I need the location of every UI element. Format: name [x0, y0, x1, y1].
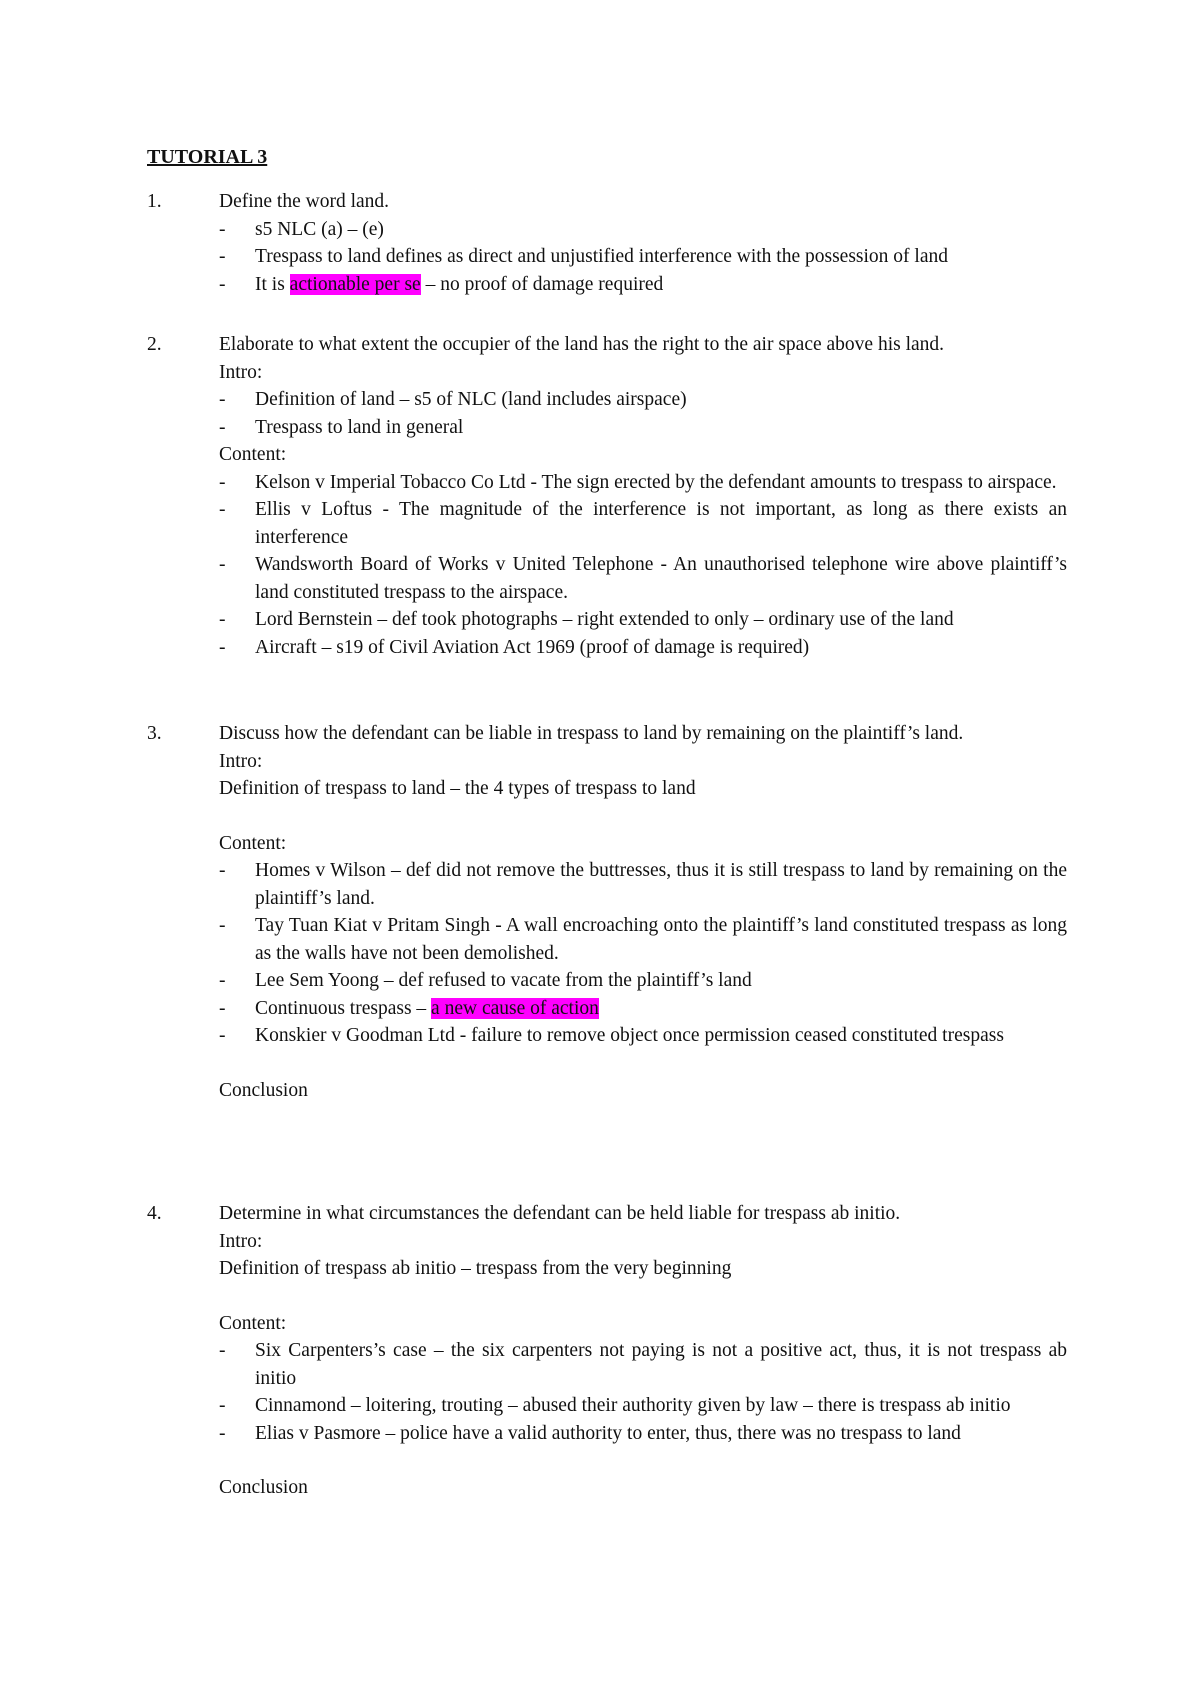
bullet-item: - Kelson v Imperial Tobacco Co Ltd - The sign erected by the defendant amounts to trespass to airspace.	[219, 471, 1057, 493]
bullet-item: - It is actionable per se – no proof of damage required	[219, 273, 664, 295]
content-label: Content:	[219, 1312, 287, 1334]
intro-label: Intro:	[219, 361, 263, 383]
highlighted-text: actionable per se	[289, 273, 421, 295]
bullet-item: - Tay Tuan Kiat v Pritam Singh - A wall encroaching onto the plaintiff’s land constituted trespass as long as the walls have not been demolished.	[219, 915, 1067, 964]
content-label: Content:	[219, 832, 287, 854]
bullet-item: - Trespass to land in general	[219, 416, 464, 438]
question-number: 2.	[147, 334, 162, 355]
bullet-item: - Lord Bernstein – def took photographs – right extended to only – ordinary use of the land	[219, 609, 954, 630]
question-number: 4.	[147, 1203, 162, 1224]
bullet-item: - Elias v Pasmore – police have a valid authority to enter, thus, there was no trespass to land	[219, 1422, 961, 1444]
conclusion-label: Conclusion	[219, 1079, 308, 1101]
bullet-item: - Definition of land – s5 of NLC (land includes airspace)	[219, 389, 687, 410]
intro-label: Intro:	[219, 1230, 263, 1252]
highlighted-text: a new cause of action	[431, 997, 599, 1019]
bullet-item: - Lee Sem Yoong – def refused to vacate from the plaintiff’s land	[219, 970, 752, 991]
question-text: Determine in what circumstances the defendant can be held liable for trespass ab initio.	[219, 1203, 901, 1224]
content-label: Content:	[219, 444, 287, 465]
bullet-item: - Wandsworth Board of Works v United Telephone - An unauthorised telephone wire above plaintiff’s land constituted trespass to the airspace.	[219, 554, 1067, 603]
bullet-item: - Trespass to land defines as direct and unjustified interference with the possession of land	[219, 246, 948, 267]
intro-text: Definition of trespass ab initio – trespass from the very beginning	[219, 1258, 732, 1279]
document-title: TUTORIAL 3	[147, 146, 268, 168]
bullet-item: - Ellis v Loftus - The magnitude of the interference is not important, as long as there exists an interference	[219, 499, 1067, 548]
intro-label: Intro:	[219, 750, 263, 772]
question-text: Discuss how the defendant can be liable in trespass to land by remaining on the plaintiff’s land.	[219, 723, 964, 744]
question-text: Define the word land.	[219, 191, 390, 212]
question-number: 3.	[147, 723, 162, 744]
bullet-item: - Six Carpenters’s case – the six carpenters not paying is not a positive act, thus, it is not trespass ab initio	[219, 1340, 1067, 1389]
conclusion-label: Conclusion	[219, 1477, 308, 1498]
bullet-item: - Homes v Wilson – def did not remove the buttresses, thus it is still trespass to land by remaining on the plaintiff’s land.	[219, 860, 1067, 909]
question-number: 1.	[147, 191, 162, 212]
intro-text: Definition of trespass to land – the 4 types of trespass to land	[219, 778, 696, 799]
bullet-item: - s5 NLC (a) – (e)	[219, 218, 384, 240]
bullet-item: - Continuous trespass – a new cause of action	[219, 997, 599, 1019]
question-text: Elaborate to what extent the occupier of the land has the right to the air space above his land.	[219, 334, 945, 355]
bullet-item: - Aircraft – s19 of Civil Aviation Act 1969 (proof of damage is required)	[219, 636, 810, 658]
bullet-item: - Cinnamond – loitering, trouting – abused their authority given by law – there is trespass ab initio	[219, 1395, 1011, 1416]
bullet-item: - Konskier v Goodman Ltd - failure to remove object once permission ceased constituted trespass	[219, 1025, 1004, 1046]
